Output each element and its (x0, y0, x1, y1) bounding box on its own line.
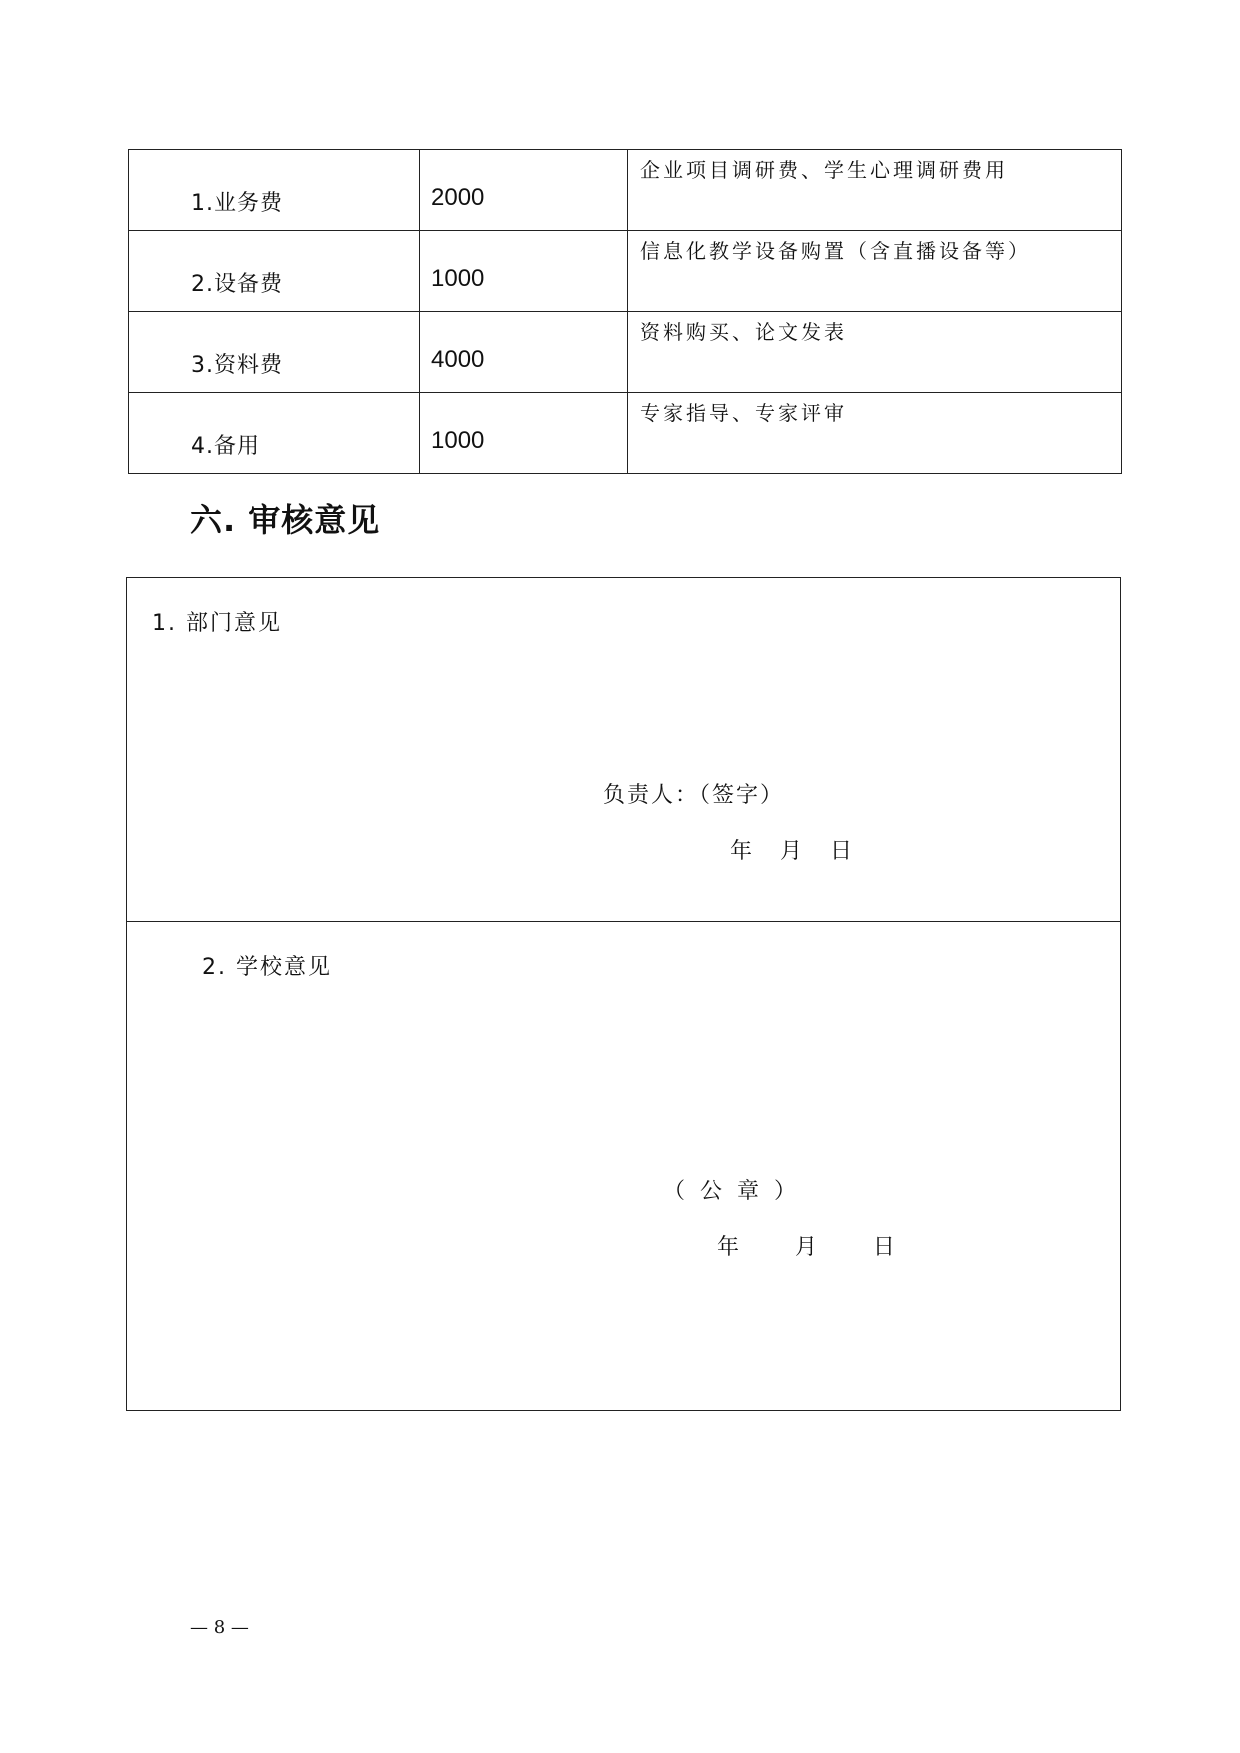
review-divider (127, 921, 1120, 922)
budget-amount: 1000 (431, 427, 485, 454)
budget-amount: 1000 (431, 265, 485, 292)
budget-amount: 4000 (431, 346, 485, 373)
page-number: — 8 — (190, 1617, 249, 1638)
department-date-line: 年 月 日 (730, 839, 852, 864)
amount-cell (420, 150, 628, 231)
school-date-line: 年 月 日 (717, 1235, 895, 1260)
budget-item: 4.备用 (191, 434, 260, 459)
item-cell (129, 393, 420, 474)
budget-usage: 企业项目调研费、学生心理调研费用 (640, 158, 1008, 182)
school-seal-label: （ 公 章 ） (663, 1179, 800, 1204)
department-signature-label: 负责人：（签字） (603, 783, 785, 808)
item-cell (129, 231, 420, 312)
budget-amount: 2000 (431, 184, 485, 211)
budget-item: 1.业务费 (191, 191, 283, 216)
review-box (126, 577, 1121, 1411)
school-opinion-label: 2. 学校意见 (202, 955, 332, 980)
table-row (129, 312, 1122, 393)
section-heading: 六. 审核意见 (190, 501, 381, 539)
amount-cell (420, 231, 628, 312)
usage-cell (628, 231, 1122, 312)
item-cell (129, 150, 420, 231)
budget-usage: 信息化教学设备购置（含直播设备等） (640, 239, 1031, 263)
item-cell (129, 312, 420, 393)
amount-cell (420, 393, 628, 474)
amount-cell (420, 312, 628, 393)
budget-item: 3.资料费 (191, 353, 283, 378)
table-row (129, 231, 1122, 312)
budget-usage: 专家指导、专家评审 (640, 401, 847, 425)
budget-item: 2.设备费 (191, 272, 283, 297)
department-opinion-label: 1. 部门意见 (152, 611, 282, 636)
budget-usage: 资料购买、论文发表 (640, 320, 847, 344)
usage-cell (628, 312, 1122, 393)
usage-cell (628, 393, 1122, 474)
budget-table (128, 149, 1122, 474)
usage-cell (628, 150, 1122, 231)
table-row (129, 150, 1122, 231)
table-row (129, 393, 1122, 474)
